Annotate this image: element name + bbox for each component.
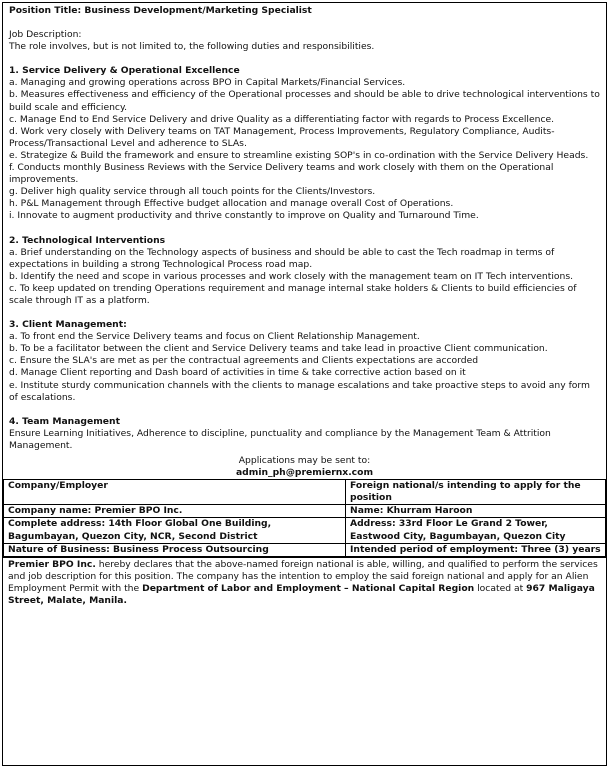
applications-line: Applications may be sent to: (238, 455, 371, 466)
section-title: 1. Service Delivery & Operational Excellence (9, 65, 240, 77)
declaration-company: Premier BPO Inc. (8, 558, 96, 570)
section-item: c. Ensure the SLA's are met as per the contractual agreements and Clients expectations are accorded (9, 355, 479, 367)
section-item: b. Identify the need and scope in various processes and work closely with the management team on IT Tech interventions. (9, 270, 574, 282)
section-title: 4. Team Management (9, 415, 120, 427)
job-description-intro: The role involves, but is not limited to, the following duties and responsibilities. (9, 41, 375, 53)
table-row (4, 518, 606, 543)
section-item: i. Innovate to augment productivity and thrive constantly to improve on Quality and Turnaround Time. (9, 210, 479, 222)
table-cell: Complete address: 14th Floor Global One Building, Bagumbayan, Quezon City, NCR, Second District (4, 518, 346, 543)
table-cell: Company/Employer (4, 480, 346, 505)
section-item: d. Manage Client reporting and Dash board of activities in time & take corrective action based on it (9, 367, 466, 379)
section-item: e. Strategize & Build the framework and ensure to streamline existing SOP's in co-ordination with the Service Delivery Heads. (9, 149, 589, 161)
section-item: a. Brief understanding on the Technology aspects of business and should be able to cast the Tech roadmap in terms of expectations in building a strong Technological Process road map. (9, 246, 555, 270)
section-item: e. Institute sturdy communication channels with the clients to manage escalations and take proactive steps to avoid any form of escalations. (9, 379, 590, 403)
table-cell: Nature of Business: Business Process Outsourcing (4, 543, 346, 556)
table-cell: Address: 33rd Floor Le Grand 2 Tower, Eastwood City, Bagumbayan, Quezon City (346, 518, 606, 543)
section-item: Ensure Learning Initiatives, Adherence to discipline, punctuality and compliance by the Management Team & Attrition Management. (9, 427, 551, 451)
section-item: c. To keep updated on trending Operations requirement and manage internal stake holders & Clients to build efficiencies of scale through IT as a platform. (9, 282, 577, 306)
section-item: b. To be a facilitator between the client and Service Delivery teams and take lead in proactive Client communication. (9, 343, 548, 355)
job-posting-document (2, 2, 607, 766)
declaration-address: 967 Maligaya Street, Malate, Manila. (8, 582, 595, 607)
section-item: h. P&L Management through Effective budget allocation and manage overall Cost of Operations. (9, 198, 454, 210)
applications-email: admin_ph@premiernx.com (235, 467, 374, 479)
table-cell: Company name: Premier BPO Inc. (4, 505, 346, 518)
job-description-heading: Job Description: (9, 29, 82, 41)
section-item: c. Manage End to End Service Delivery and drive Quality as a differentiating factor with regards to Process Excellence. (9, 113, 555, 125)
section-item: b. Measures effectiveness and efficiency of the Operational processes and should be able to drive technological interventions to build scale and efficiency. (9, 89, 600, 113)
section-title: 2. Technological Interventions (9, 234, 166, 246)
section-item: a. Managing and growing operations across BPO in Capital Markets/Financial Services. (9, 77, 406, 89)
section-item: d. Work very closely with Delivery teams on TAT Management, Process Improvements, Regulatory Compliance, Audits-Process/Transactional Level and adherence to SLAs. (9, 125, 555, 149)
declaration (3, 557, 606, 608)
table-cell: Intended period of employment: Three (3) years (346, 543, 606, 556)
job-description-block (3, 3, 606, 452)
declaration-text: hereby declares that the above-named foreign national is able, willing, and qualified to perform the services and job description for this position. The company has the intention to employ the said foreign national and apply for an Alien Employment Permit with the (8, 558, 598, 594)
section-title: 3. Client Management: (9, 319, 127, 331)
employer-table (3, 479, 606, 557)
table-row (4, 505, 606, 518)
table-row (4, 480, 606, 505)
declaration-department: Department of Labor and Employment – National Capital Region (142, 582, 475, 594)
section-item: f. Conducts monthly Business Reviews with the Service Delivery teams and work closely with them on the Operational improvements. (9, 162, 554, 186)
section-item: g. Deliver high quality service through all touch points for the Clients/Investors. (9, 186, 376, 198)
declaration-text: located at (474, 582, 527, 594)
table-cell: Foreign national/s intending to apply for the position (346, 480, 606, 505)
section-item: a. To front end the Service Delivery teams and focus on Client Relationship Management. (9, 331, 420, 343)
table-row (4, 543, 606, 556)
position-title: Position Title: Business Development/Marketing Specialist (9, 5, 312, 16)
applications-block (3, 452, 606, 479)
table-cell: Name: Khurram Haroon (346, 505, 606, 518)
